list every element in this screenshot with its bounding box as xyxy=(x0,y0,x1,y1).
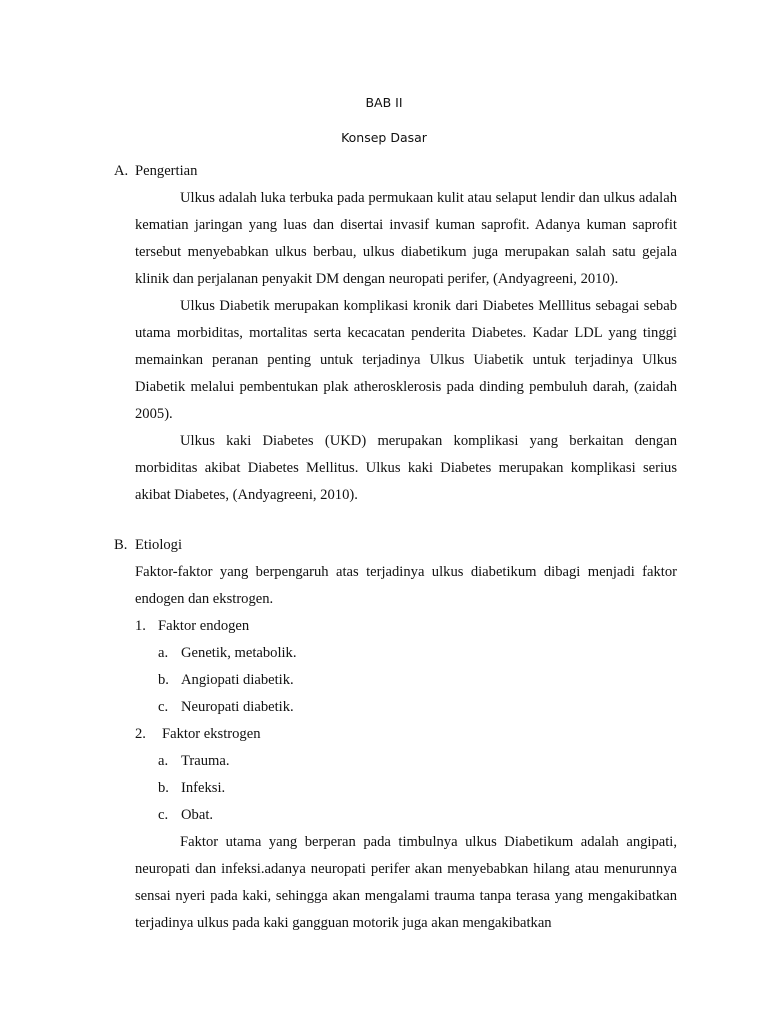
list-number: 1. xyxy=(135,618,146,634)
list-item-text: Genetik, metabolik. xyxy=(181,645,297,661)
factor-title: Faktor ekstrogen xyxy=(162,726,261,742)
list-item xyxy=(0,694,768,721)
list-marker: b. xyxy=(158,672,169,688)
section-etiologi xyxy=(0,532,768,937)
list-item-text: Angiopati diabetik. xyxy=(181,672,294,688)
section-letter: B. xyxy=(114,537,128,553)
list-item xyxy=(0,802,768,829)
list-marker: c. xyxy=(158,807,169,823)
factor-heading xyxy=(0,613,768,640)
list-item-text: Obat. xyxy=(181,807,214,823)
section-title: Pengertian xyxy=(135,163,198,179)
section-pengertian xyxy=(0,158,768,509)
paragraph: Ulkus Diabetik merupakan komplikasi kronik dari Diabetes Melllitus sebagai sebab utama morbiditas, mortalitas serta kecacatan penderita Diabetes. Kadar LDL yang tinggi memainkan peranan penting untuk terjadinya Ulkus Uiabetik untuk terjadinya Ulkus Diabetik melalui pembentukan plak atherosklerosis pada dinding pembuluh darah, (zaidah 2005). xyxy=(135,298,677,422)
list-item-text: Trauma. xyxy=(181,753,230,769)
list-item xyxy=(0,775,768,802)
section-title: Etiologi xyxy=(135,537,183,553)
list-item-text: Neuropati diabetik. xyxy=(181,699,294,715)
factor-title: Faktor endogen xyxy=(158,618,250,634)
section-heading xyxy=(0,532,768,559)
paragraph: Ulkus adalah luka terbuka pada permukaan kulit atau selaput lendir dan ulkus adalah kematian jaringan yang luas dan disertai invasif kuman saprofit. Adanya kuman saprofit tersebut menyebabkan ulkus berbau, ulkus diabetikum juga merupakan salah satu gejala klinik dan perjalanan penyakit DM dengan neuropati perifer, (Andyagreeni, 2010). xyxy=(135,190,677,287)
paragraph: Ulkus kaki Diabetes (UKD) merupakan komplikasi yang berkaitan dengan morbiditas akibat Diabetes Mellitus. Ulkus kaki Diabetes merupakan komplikasi serius akibat Diabetes, (Andyagreeni, 2010). xyxy=(135,433,677,503)
section-heading xyxy=(0,158,768,185)
section-letter: A. xyxy=(114,163,129,179)
chapter-subtitle: Konsep Dasar xyxy=(341,130,427,145)
list-marker: a. xyxy=(158,645,169,661)
list-item xyxy=(0,640,768,667)
list-marker: b. xyxy=(158,780,169,796)
list-marker: c. xyxy=(158,699,169,715)
chapter-title: BAB II xyxy=(365,95,403,110)
intro-paragraph: Faktor-faktor yang berpengaruh atas terjadinya ulkus diabetikum dibagi menjadi faktor endogen dan ekstrogen. xyxy=(135,564,677,607)
list-number: 2. xyxy=(135,726,146,742)
closing-paragraph: Faktor utama yang berperan pada timbulnya ulkus Diabetikum adalah angipati, neuropati dan infeksi.adanya neuropati perifer akan menyebabkan hilang atau menurunnya sensai nyeri pada kaki, sehingga akan mengalami trauma tanpa terasa yang mengakibatkan terjadinya ulkus pada kaki gangguan motorik juga akan mengakibatkan xyxy=(135,834,677,931)
list-item xyxy=(0,667,768,694)
list-marker: a. xyxy=(158,753,169,769)
factor-heading xyxy=(0,721,768,748)
list-item xyxy=(0,748,768,775)
list-item-text: Infeksi. xyxy=(181,780,226,796)
